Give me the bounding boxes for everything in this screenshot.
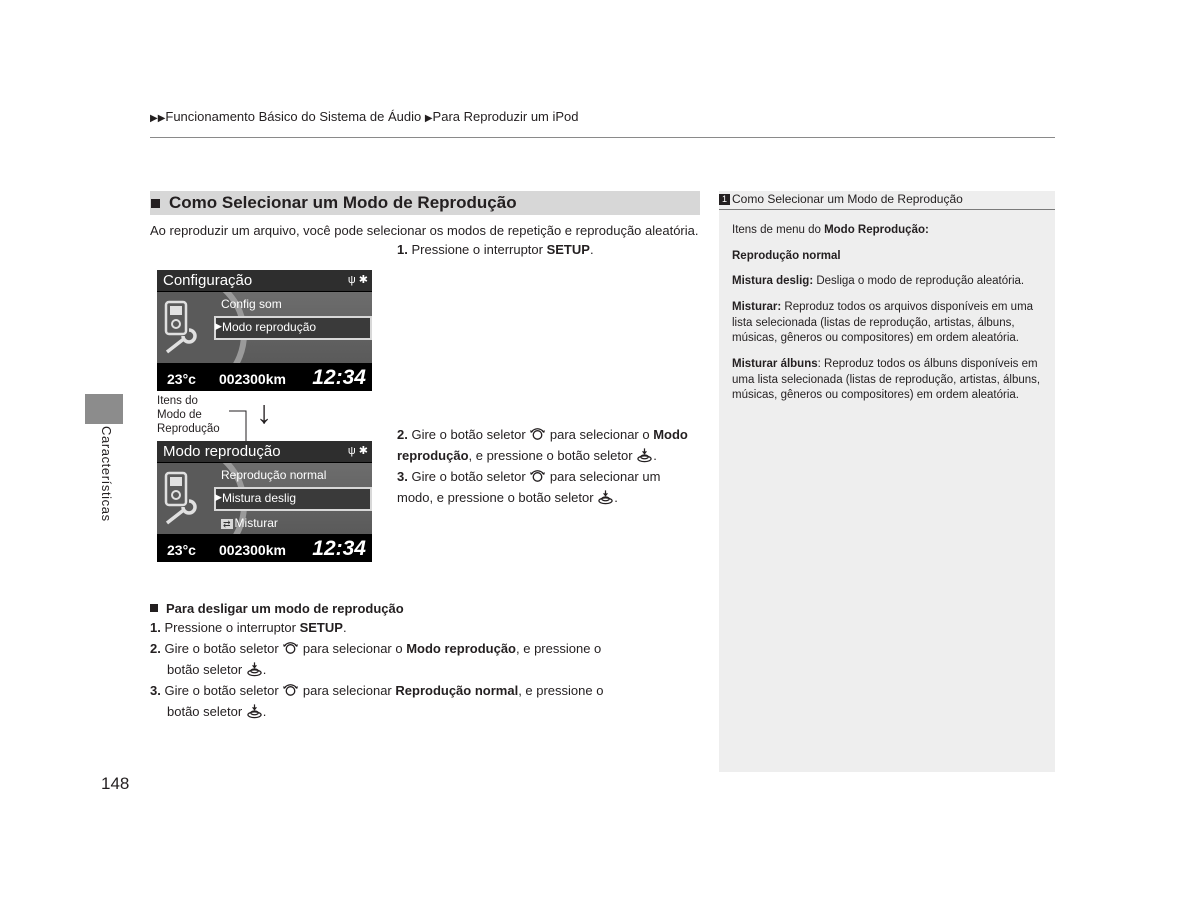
menu-item-selected xyxy=(214,487,372,511)
chapter-tab xyxy=(85,394,123,424)
screen-title-bar xyxy=(157,441,372,462)
ipod-settings-icon xyxy=(163,300,207,358)
section-intro: Ao reproduzir um arquivo, você pode selecionar os modos de repetição e reprodução aleatória. xyxy=(150,223,699,238)
selector-knob-press-icon xyxy=(246,703,263,719)
chapter-label: Características xyxy=(99,426,114,522)
note-normal: Reprodução normal xyxy=(732,250,841,262)
selector-knob-press-icon xyxy=(597,489,614,505)
note-misturar: Misturar: Reproduz todos os arquivos disponíveis em uma lista selecionada (listas de reprodução, artistas, álbuns, músicas, gêneros ou compositores) em ordem aleatória. xyxy=(732,301,1034,344)
sub-section-heading xyxy=(150,601,404,616)
note-intro: Itens de menu do Modo Reprodução: xyxy=(732,224,929,236)
selector-knob-press-icon xyxy=(246,661,263,677)
note-misturar-albuns: Misturar álbuns: Reproduz todos os álbuns disponíveis em uma lista selecionada (listas de reprodução, artistas, álbuns, músicas, gêneros ou compositores) em ordem aleatória. xyxy=(732,358,1041,401)
page-number: 148 xyxy=(101,774,130,793)
usb-bluetooth-icon: ψ ✱ xyxy=(347,274,368,286)
section-title: Como Selecionar um Modo de Reprodução xyxy=(169,193,517,212)
note-mistura-deslig: Mistura deslig: Desliga o modo de reprodução aleatória. xyxy=(732,275,1025,287)
step-2: 2. Gire o botão seletor para selecionar o Modo reprodução, e pressione o botão seletor . xyxy=(397,427,688,463)
sub-section-title: Para desligar um modo de reprodução xyxy=(166,601,404,616)
menu-item-reproducao-normal: Reprodução normal xyxy=(221,468,327,482)
breadcrumb-arrow-icon: ▶ xyxy=(424,113,433,124)
note-marker-icon: 1 xyxy=(719,194,730,205)
display-screen-play-mode xyxy=(157,441,372,562)
temperature: 23°c xyxy=(167,542,196,558)
selector-knob-rotate-icon xyxy=(282,640,299,656)
clock: 12:34 xyxy=(312,537,366,560)
heading-square-icon xyxy=(150,604,158,612)
odometer: 002300km xyxy=(219,542,286,558)
selector-knob-rotate-icon xyxy=(529,468,546,484)
shuffle-icon: ⇄ xyxy=(223,519,231,529)
callout-line: Itens do xyxy=(157,395,198,407)
section-heading xyxy=(150,191,700,215)
menu-item-misturar xyxy=(221,516,278,530)
screen-menu xyxy=(157,292,372,363)
callout-label xyxy=(157,394,220,436)
screen-title: Modo reprodução xyxy=(163,443,281,460)
callout-line: Modo de xyxy=(157,409,202,421)
clock: 12:34 xyxy=(312,366,366,389)
menu-item-selected xyxy=(214,316,372,340)
display-screen-setup xyxy=(157,270,372,391)
sub-step-1: 1. Pressione o interruptor SETUP. xyxy=(150,620,347,635)
header-divider xyxy=(150,137,1055,138)
selector-knob-rotate-icon xyxy=(529,426,546,442)
screen-menu xyxy=(157,463,372,534)
odometer: 002300km xyxy=(219,371,286,387)
menu-item-selected-label: Mistura deslig xyxy=(222,491,297,505)
sub-step-2: 2. Gire o botão seletor para selecionar o Modo reprodução, e pressione o botão seletor . xyxy=(150,641,602,677)
menu-item-misturar-label: Misturar xyxy=(234,516,278,530)
breadcrumb-part-1: Funcionamento Básico do Sistema de Áudio xyxy=(165,109,422,124)
selector-knob-rotate-icon xyxy=(282,682,299,698)
note-title: Como Selecionar um Modo de Reprodução xyxy=(732,192,963,206)
breadcrumb-part-2: Para Reproduzir um iPod xyxy=(432,109,579,124)
note-heading xyxy=(719,191,1055,210)
selection-arrow-icon: ▶ xyxy=(215,492,222,502)
temperature: 23°c xyxy=(167,371,196,387)
sub-step-3: 3. Gire o botão seletor para selecionar Reprodução normal, e pressione o botão seletor . xyxy=(150,683,604,719)
menu-item-config-som: Config som xyxy=(221,297,282,311)
screen-title: Configuração xyxy=(163,272,253,289)
screen-title-bar xyxy=(157,270,372,291)
menu-item-selected-label: Modo reprodução xyxy=(222,320,317,334)
screen-footer xyxy=(157,536,372,562)
step-1: 1. Pressione o interruptor SETUP. xyxy=(397,242,594,257)
ipod-settings-icon xyxy=(163,471,207,529)
heading-square-icon xyxy=(151,199,160,208)
step-3: 3. Gire o botão seletor para selecionar um modo, e pressione o botão seletor . xyxy=(397,469,661,505)
screen-footer xyxy=(157,365,372,391)
breadcrumb-arrow-icon: ▶▶ xyxy=(150,113,166,124)
usb-bluetooth-icon: ψ ✱ xyxy=(347,445,368,457)
breadcrumb xyxy=(150,109,579,124)
down-arrow-icon: ↓ xyxy=(256,394,272,430)
callout-line: Reprodução xyxy=(157,423,220,435)
selector-knob-press-icon xyxy=(636,447,653,463)
selection-arrow-icon: ▶ xyxy=(215,321,222,331)
